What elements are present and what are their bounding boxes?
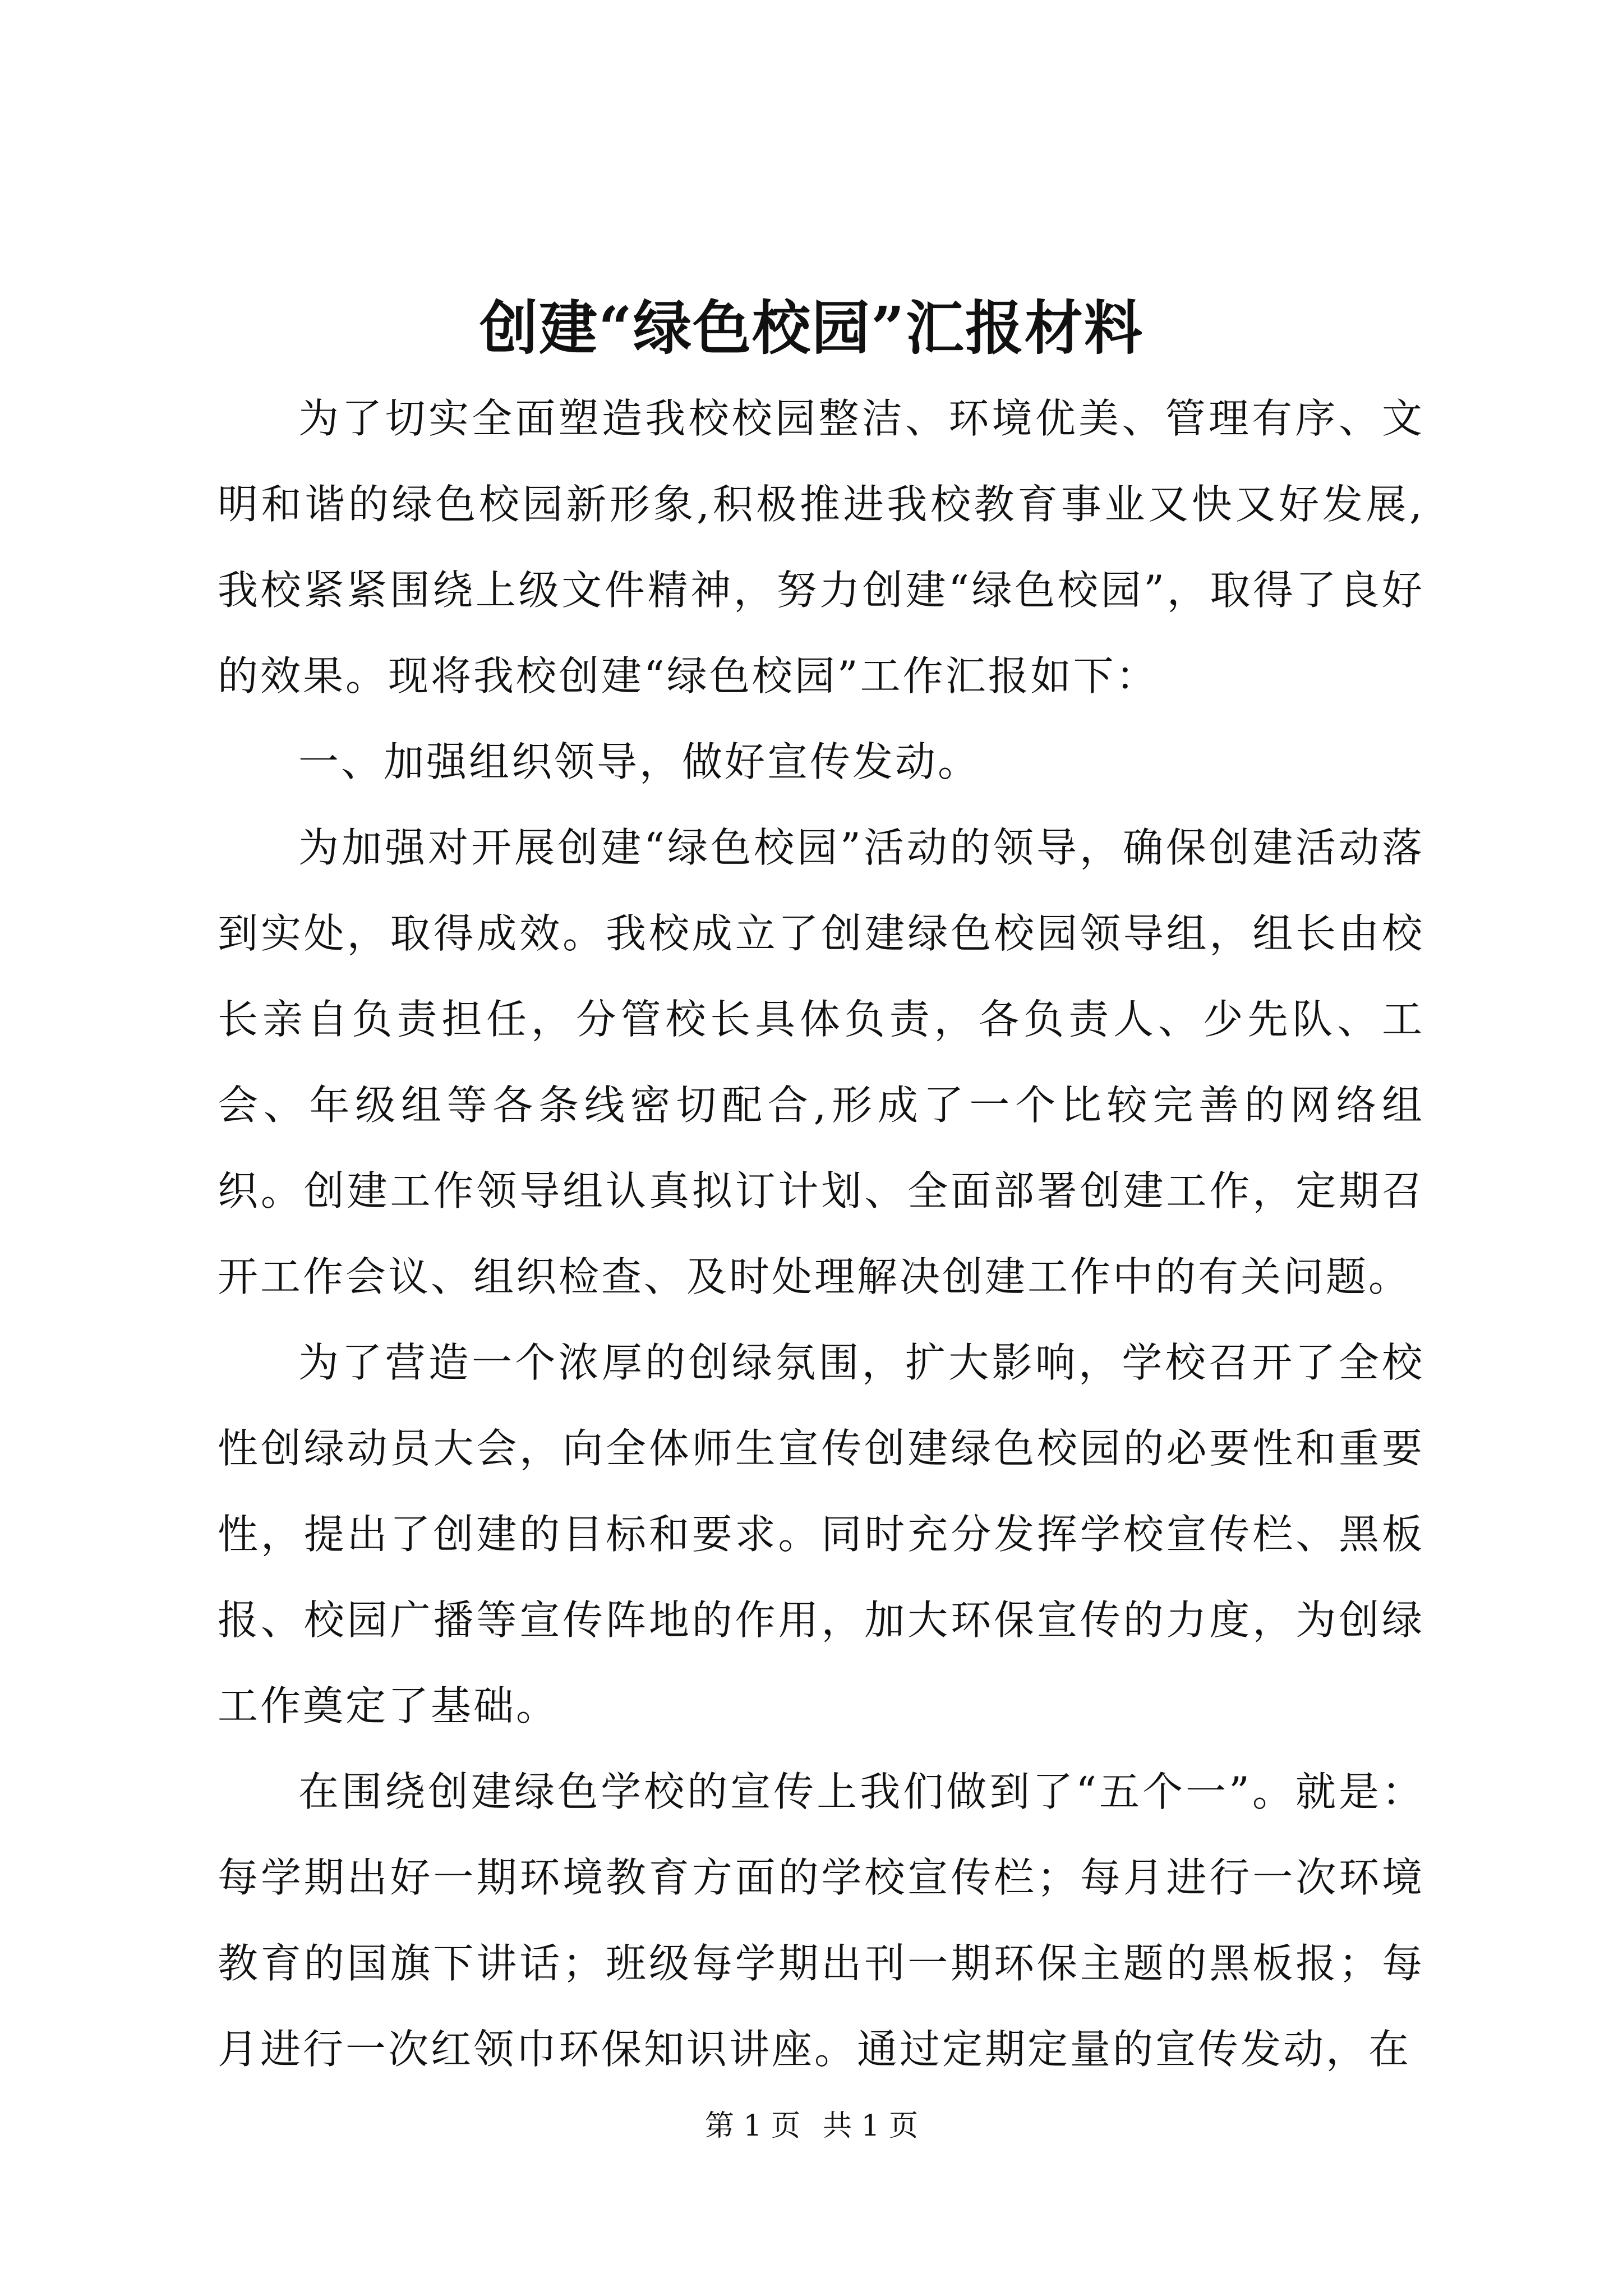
paragraph-atmosphere: 为了营造一个浓厚的创绿氛围，扩大影响，学校召开了全校性创绿动员大会，向全体师生宣传创建绿色校园的必要性和重要性，提出了创建的目标和要求。同时充分发挥学校宣传栏、黑板报、校园广播等宣传阵地的作用，加大环保宣传的力度，为创绿工作奠定了基础。: [218, 1339, 1424, 1729]
paragraph-intro: 为了切实全面塑造我校校园整洁、环境优美、管理有序、文明和谐的绿色校园新形象,积极推进我校教育事业又快又好发展,我校紧紧围绕上级文件精神，努力创建“绿色校园”，取得了良好的效果。现将我校创建“绿色校园”工作汇报如下：: [218, 395, 1424, 700]
page-footer: [0, 2106, 1623, 2146]
page-number: 第 1 页: [704, 2109, 800, 2143]
section-heading-1: 一、加强组织领导，做好宣传发动。: [298, 738, 981, 785]
page-total: 共 1 页: [823, 2109, 919, 2143]
paragraph-leadership: 为加强对开展创建“绿色校园”活动的领导，确保创建活动落到实处，取得成效。我校成立了创建绿色校园领导组，组长由校长亲自负责担任，分管校长具体负责，各负责人、少先队、工会、年级组等各条线密切配合,形成了一个比较完善的网络组织。创建工作领导组认真拟订计划、全面部署创建工作，定期召开工作会议、组织检查、及时处理解决创建工作中的有关问题。: [218, 824, 1424, 1300]
document-body: [218, 376, 1424, 2092]
document-title: 创建“绿色校园”汇报材料: [479, 293, 1144, 362]
paragraph-five-ones: 在围绕创建绿色学校的宣传上我们做到了“五个一”。就是：每学期出好一期环境教育方面的学校宣传栏；每月进行一次环境教育的国旗下讲话；班级每学期出刊一期环保主题的黑板报；每月进行一次红领巾环保知识讲座。通过定期定量的宣传发动，在: [218, 1768, 1424, 2073]
